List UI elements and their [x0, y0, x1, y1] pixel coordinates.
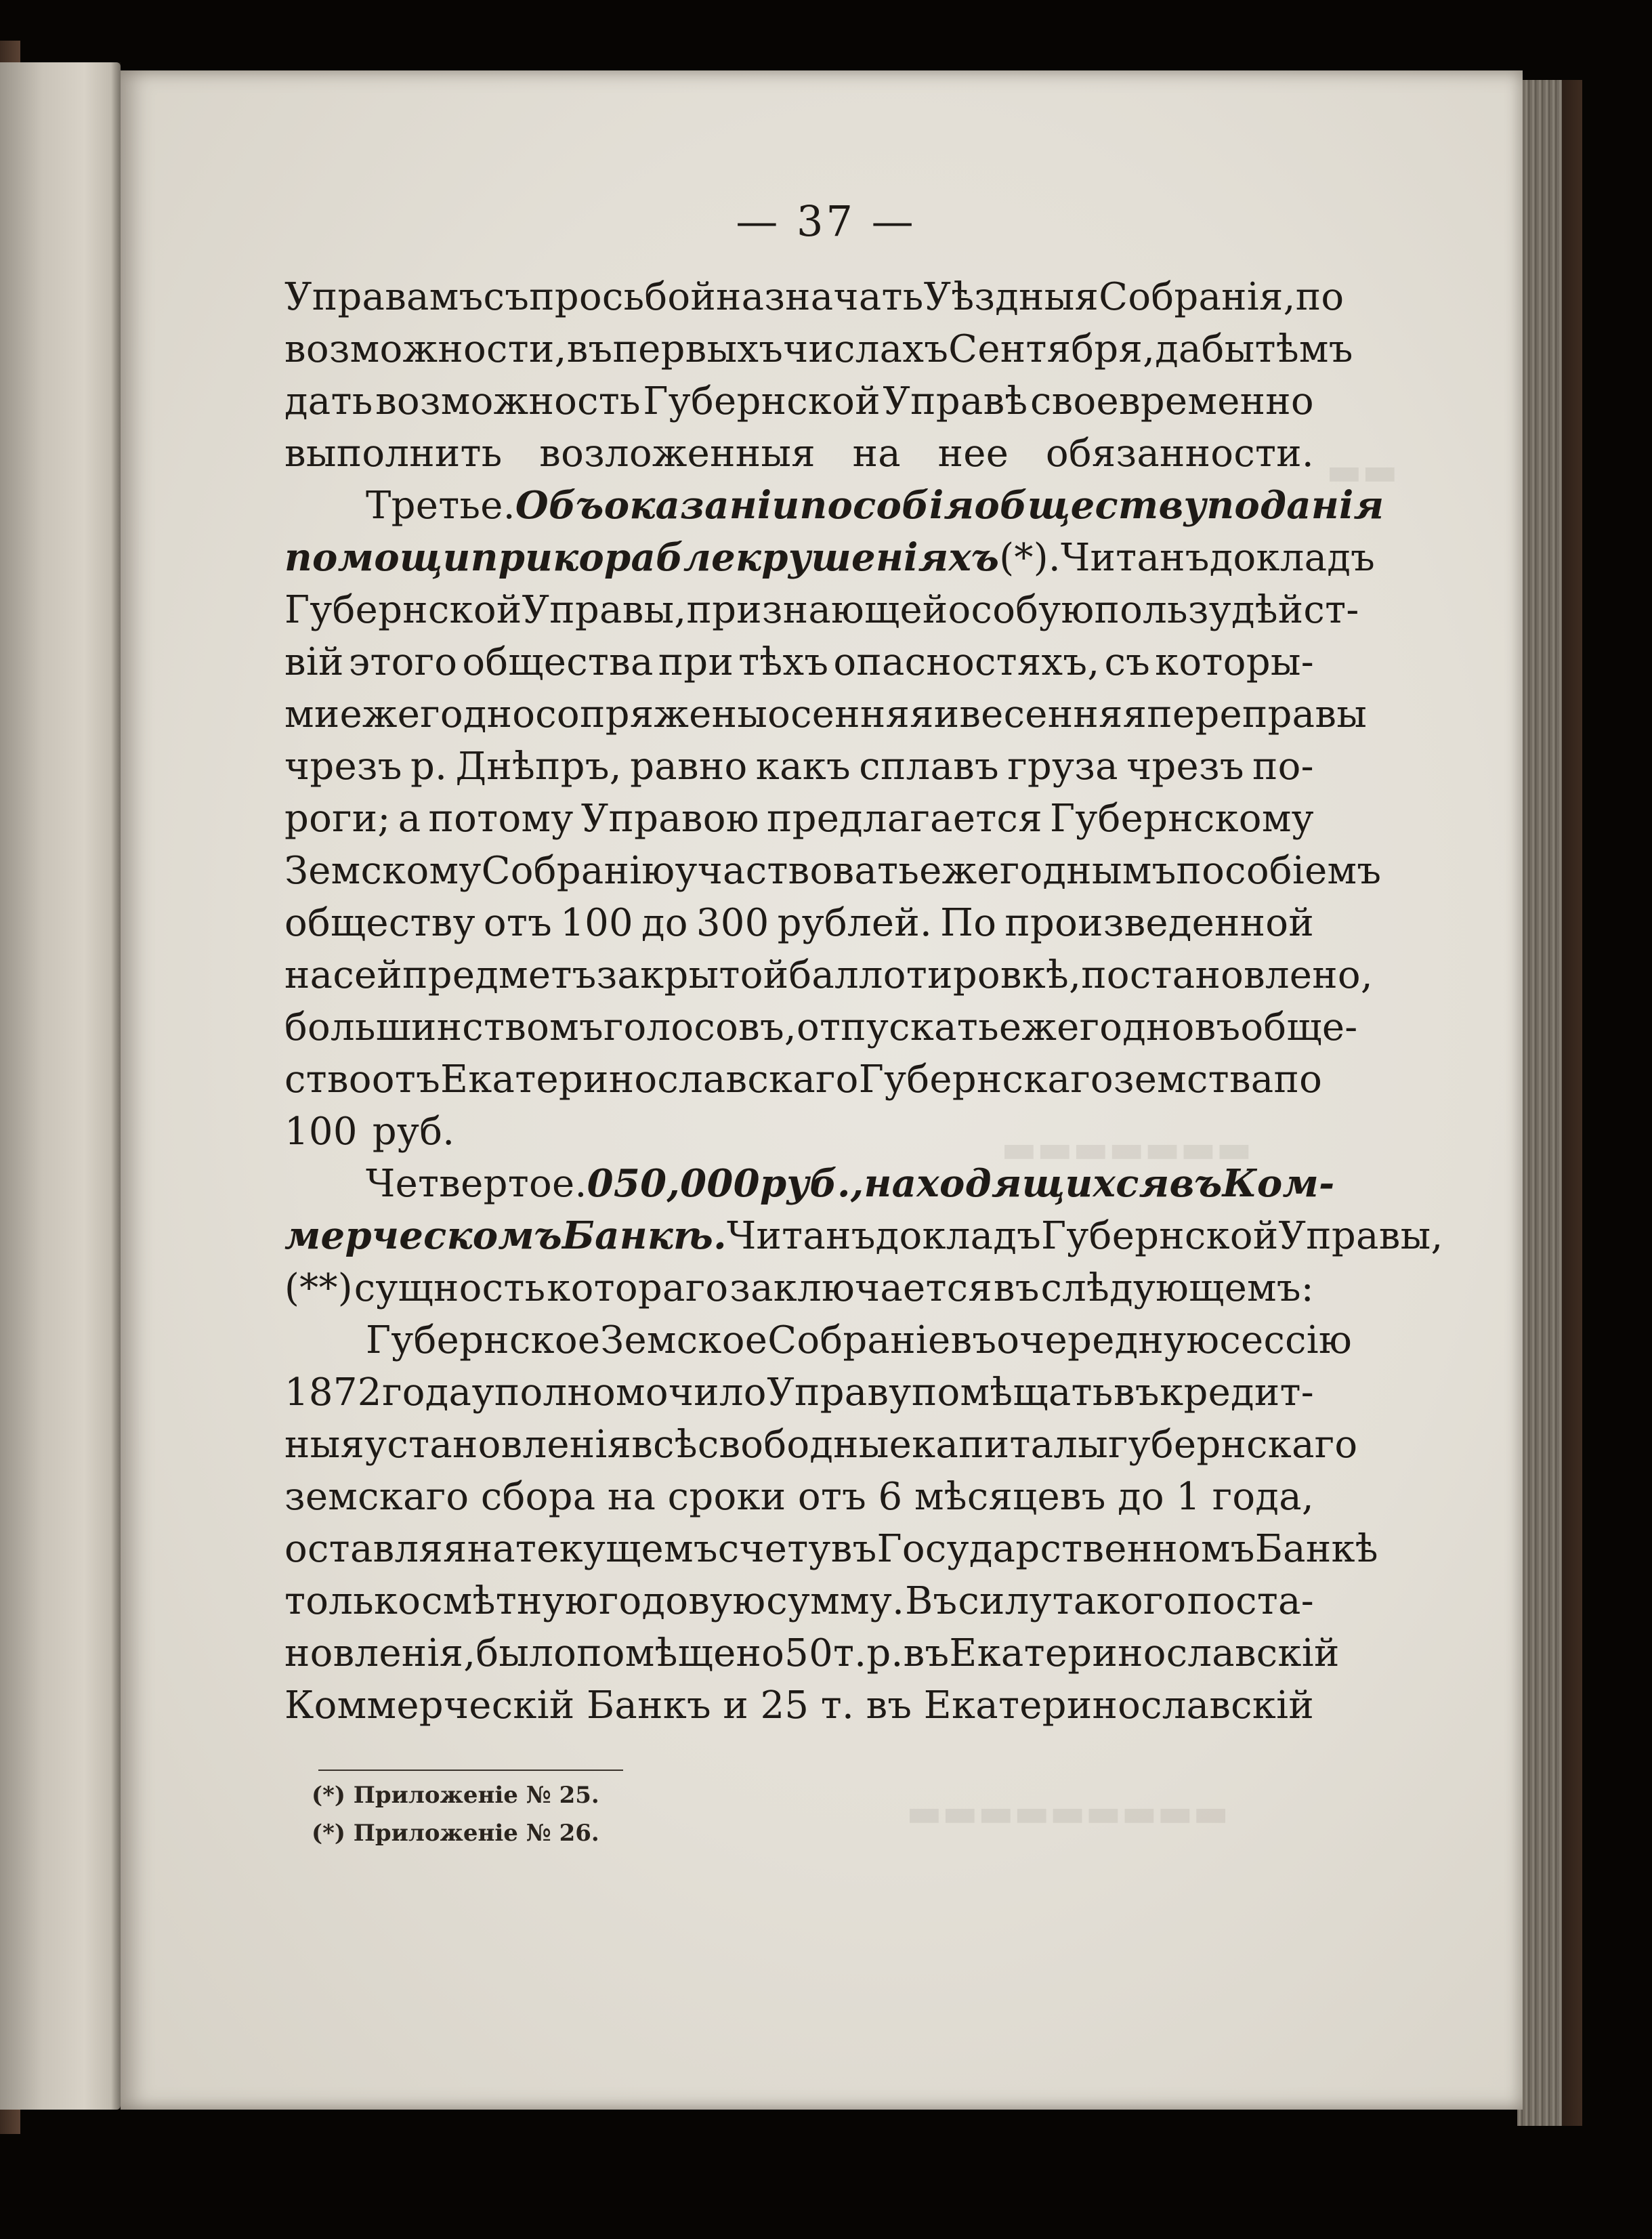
word: Губернское: [366, 1318, 601, 1362]
word: 1: [1176, 1475, 1201, 1519]
text-line: [284, 688, 1368, 740]
word: свободные: [697, 1423, 912, 1467]
word: переправы: [1147, 692, 1368, 736]
word: Губернской: [284, 588, 522, 632]
word: нее: [937, 432, 1009, 476]
word: Управѣ: [883, 379, 1028, 423]
word: отпускать: [796, 1005, 999, 1049]
word: съ: [483, 275, 530, 319]
text-line: [284, 793, 1314, 845]
word: 50: [784, 1631, 834, 1675]
word: Земское: [600, 1318, 768, 1362]
word: 300: [696, 901, 769, 945]
word: весенняя: [959, 692, 1147, 736]
word: на: [607, 1475, 656, 1519]
word: общества: [462, 640, 654, 684]
word: Четвертое.: [366, 1162, 587, 1206]
word: новленія,: [284, 1631, 476, 1675]
word: рублей.: [777, 901, 933, 945]
word: (*).: [999, 536, 1061, 580]
page-number: — 37 —: [736, 196, 916, 246]
text-line: [284, 897, 1314, 949]
word: кредит-: [1160, 1370, 1314, 1415]
word: ежегодно: [998, 1005, 1195, 1049]
word: Ком-: [1222, 1161, 1335, 1206]
word: въ: [1114, 1370, 1160, 1415]
text-line: [284, 271, 1344, 323]
word: года,: [1212, 1475, 1314, 1519]
word: въ: [566, 327, 613, 371]
text-line: [284, 1314, 1353, 1366]
word: Управою: [580, 797, 759, 841]
word: счету: [717, 1527, 831, 1571]
word: чрезъ: [1126, 745, 1244, 789]
word: сумму.: [766, 1579, 905, 1623]
word: р.: [410, 745, 448, 789]
word: помѣщено: [576, 1631, 785, 1675]
word: при: [658, 640, 734, 684]
word: только: [284, 1579, 421, 1623]
word: сущность: [354, 1266, 546, 1310]
word: числахъ: [783, 327, 949, 371]
word: возможность: [375, 379, 641, 423]
word: Собраніе: [767, 1318, 951, 1362]
word: было: [475, 1631, 577, 1675]
text-line: [284, 323, 1353, 375]
text-line: [284, 532, 1376, 584]
text-line: [284, 480, 1384, 532]
word: въ: [993, 1266, 1040, 1310]
word: въ: [1194, 1005, 1241, 1049]
word: въ: [903, 1631, 950, 1675]
word: поданія: [1206, 483, 1384, 528]
word: по: [1295, 275, 1344, 319]
word: пособія: [799, 483, 975, 528]
word: котораго: [547, 1266, 729, 1310]
word: установленія: [364, 1423, 632, 1467]
bleed-through-mark: ▬▬: [1326, 450, 1398, 494]
word: Екатеринославскій: [949, 1631, 1340, 1675]
word: 50,000: [613, 1161, 760, 1206]
word: при: [470, 535, 553, 580]
body-text: [284, 271, 1443, 1732]
word: груза: [1007, 745, 1118, 789]
word: р.: [866, 1631, 904, 1675]
text-line: [284, 1053, 1323, 1106]
text-line: [284, 1471, 1314, 1523]
word: всѣ: [631, 1423, 698, 1467]
word: Управамъ: [284, 275, 484, 319]
word: кораблекрушеніяхъ: [553, 535, 1000, 580]
word: Уѣздныя: [923, 275, 1099, 319]
word: въ: [830, 1527, 877, 1571]
word: слѣдующемъ:: [1040, 1266, 1314, 1310]
word: 0: [587, 1161, 614, 1206]
text-line: [284, 1627, 1340, 1679]
word: сбора: [480, 1475, 596, 1519]
word: предлагается: [766, 797, 1042, 841]
text-line: [284, 1419, 1358, 1471]
word: Коммерческій: [284, 1683, 575, 1728]
word: Екатеринославскій: [923, 1683, 1314, 1728]
text-line: [284, 1210, 1443, 1262]
word: Земскому: [284, 849, 482, 893]
word: произведенной: [1004, 901, 1314, 945]
word: до: [1118, 1475, 1164, 1519]
text-line: [284, 1158, 1335, 1210]
word: Читанъ: [726, 1214, 876, 1258]
word: Губернскому: [1049, 797, 1314, 841]
text-line: [284, 1523, 1378, 1575]
word: пособіемъ: [1176, 849, 1382, 893]
word: Собранію: [481, 849, 675, 893]
word: Читанъ: [1060, 536, 1210, 580]
text-line: [284, 1575, 1314, 1627]
word: предметъ: [402, 953, 597, 997]
word: текущемъ: [515, 1527, 718, 1571]
word: до: [641, 901, 688, 945]
book-cover-right-edge: [1562, 80, 1582, 2126]
word: особую: [948, 588, 1095, 632]
word: выполнить: [284, 432, 503, 476]
word: 25: [760, 1683, 809, 1728]
word: Собранія,: [1099, 275, 1296, 319]
word: Управу: [767, 1370, 912, 1415]
word: Управы,: [1278, 1214, 1443, 1258]
word: признающей: [686, 588, 948, 632]
word: находящихся: [864, 1161, 1170, 1206]
word: по: [1273, 1058, 1323, 1102]
word: и: [933, 692, 960, 736]
word: Губернской: [1041, 1214, 1279, 1258]
footnotes: [312, 1776, 599, 1852]
text-line: [284, 427, 1314, 480]
word: голосовъ,: [603, 1005, 797, 1049]
text-line: [284, 1106, 1314, 1158]
word: Сентября,: [948, 327, 1156, 371]
word: помѣщать: [911, 1370, 1114, 1415]
word: 100: [560, 901, 633, 945]
word: земскаго: [284, 1475, 469, 1519]
word: ежегодно: [339, 692, 536, 736]
word: вій: [284, 640, 344, 684]
text-line: [284, 740, 1314, 793]
word: постановлено,: [1081, 953, 1373, 997]
word: смѣтную: [421, 1579, 598, 1623]
word: земства: [1113, 1058, 1274, 1102]
word: ныя: [284, 1423, 365, 1467]
word: Управы,: [522, 588, 687, 632]
word: въ: [1169, 1161, 1223, 1206]
word: Банкѣ: [1254, 1527, 1378, 1571]
word: а: [398, 797, 421, 841]
word: докладъ: [1209, 536, 1376, 580]
word: 1872: [284, 1370, 382, 1415]
word: которы-: [1155, 640, 1314, 684]
word: мѣсяцевъ: [914, 1475, 1106, 1519]
bleed-through-mark: ▬▬▬▬▬▬▬: [1001, 1127, 1252, 1171]
word: обще-: [1240, 1005, 1358, 1049]
word: Въ: [905, 1579, 958, 1623]
word: дѣйст-: [1231, 588, 1359, 632]
word: руб.: [372, 1110, 455, 1154]
word: отъ: [797, 1475, 867, 1519]
footnote-divider: [318, 1770, 623, 1771]
word: первыхъ: [612, 327, 784, 371]
word: губернскаго: [1108, 1423, 1358, 1467]
word: сопряжены: [535, 692, 768, 736]
word: ежегоднымъ: [919, 849, 1177, 893]
word: такого: [1052, 1579, 1187, 1623]
text-line: [284, 636, 1314, 688]
word: отъ: [371, 1058, 441, 1102]
word: тѣмъ: [1254, 327, 1353, 371]
word: очередную: [996, 1318, 1220, 1362]
word: равно: [630, 745, 748, 789]
word: въ: [866, 1683, 912, 1728]
word: руб.,: [759, 1161, 864, 1206]
footnote: (*) Приложеніе № 26.: [312, 1820, 599, 1847]
text-line: [284, 584, 1359, 636]
text-line: [284, 949, 1373, 1001]
word: участвовать: [675, 849, 920, 893]
word: ство: [284, 1058, 372, 1102]
word: на: [284, 953, 333, 997]
word: оказаніи: [603, 483, 800, 528]
word: просьбой: [529, 275, 717, 319]
word: заключается: [729, 1266, 993, 1310]
word: Днѣпръ,: [455, 745, 622, 789]
text-line: [284, 375, 1314, 427]
word: на: [852, 432, 901, 476]
word: сплавъ: [859, 745, 999, 789]
word: какъ: [755, 745, 851, 789]
word: Объ: [515, 483, 604, 528]
text-line: [284, 1262, 1314, 1314]
word: сей: [333, 953, 403, 997]
word: Губернской: [643, 379, 881, 423]
word: сроки: [667, 1475, 786, 1519]
word: Банкъ: [586, 1683, 711, 1728]
word: обществу: [974, 483, 1207, 528]
word: осенняя: [767, 692, 934, 736]
word: Третье.: [366, 484, 515, 528]
footnote: (*) Приложеніе № 25.: [312, 1782, 599, 1809]
word: назначать: [716, 275, 924, 319]
word: на: [467, 1527, 515, 1571]
word: 6: [878, 1475, 903, 1519]
word: (**): [284, 1266, 353, 1310]
word: т.: [820, 1683, 855, 1728]
word: по-: [1252, 745, 1314, 789]
word: Губернскаго: [858, 1058, 1114, 1102]
word: дабы: [1155, 327, 1255, 371]
word: тѣхъ: [738, 640, 829, 684]
word: уполномочило: [471, 1370, 767, 1415]
word: сессію: [1219, 1318, 1353, 1362]
word: капиталы: [912, 1423, 1109, 1467]
word: Государственномъ: [876, 1527, 1255, 1571]
word: съ: [1104, 640, 1151, 684]
word: своевременно: [1030, 379, 1314, 423]
word: потому: [428, 797, 574, 841]
word: обязанности.: [1045, 432, 1314, 476]
word: опасностяхъ,: [833, 640, 1100, 684]
word: отъ: [483, 901, 553, 945]
previous-page-edge: [0, 62, 121, 2110]
word: этого: [348, 640, 458, 684]
word: По: [940, 901, 997, 945]
word: т.: [833, 1631, 867, 1675]
word: докладъ: [875, 1214, 1042, 1258]
word: роги;: [284, 797, 391, 841]
word: пользу: [1094, 588, 1231, 632]
text-line: [284, 1679, 1314, 1732]
word: силу: [958, 1579, 1052, 1623]
word: 100: [284, 1110, 358, 1154]
word: въ: [950, 1318, 997, 1362]
word: возможности,: [284, 327, 567, 371]
text-line: [284, 1366, 1314, 1419]
word: оставляя: [284, 1527, 467, 1571]
word: поста-: [1187, 1579, 1314, 1623]
word: ми: [284, 692, 340, 736]
text-line: [284, 1001, 1358, 1053]
word: помощи: [284, 535, 471, 580]
word: закрытой: [596, 953, 789, 997]
bleed-through-mark: ▬▬▬▬▬▬▬▬▬: [906, 1791, 1229, 1835]
word: дать: [284, 379, 373, 423]
word: обществу: [284, 901, 475, 945]
page-stack-right-edge: [1517, 80, 1565, 2126]
word: года: [382, 1370, 472, 1415]
word: мерческомъ: [284, 1213, 562, 1258]
word: Банкѣ.: [562, 1213, 727, 1258]
word: чрезъ: [284, 745, 402, 789]
word: годовую: [598, 1579, 766, 1623]
text-line: [284, 845, 1382, 897]
word: возложенныя: [539, 432, 816, 476]
word: и: [723, 1683, 749, 1728]
word: баллотировкѣ,: [788, 953, 1082, 997]
word: Екатеринославскаго: [440, 1058, 859, 1102]
word: большинствомъ: [284, 1005, 603, 1049]
